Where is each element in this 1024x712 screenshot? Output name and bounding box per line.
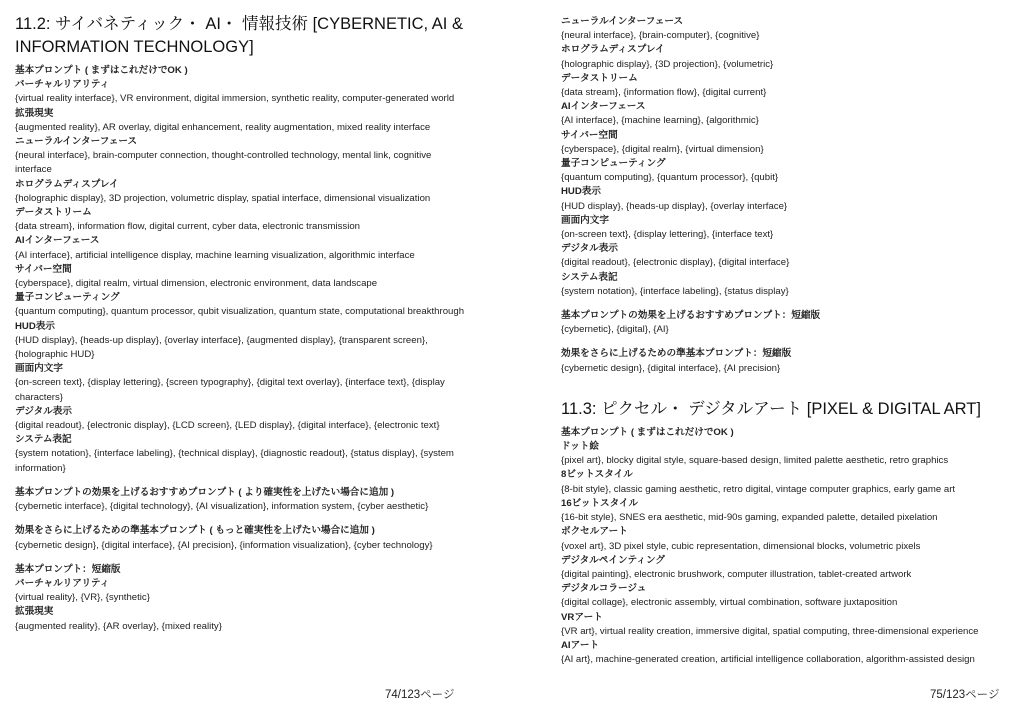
prompt-item-text: {cyberspace}, digital realm, virtual dimension, electronic environment, data landscape — [15, 278, 378, 290]
prompt-item-text: {HUD display}, {heads-up display}, {overlay interface} — [561, 200, 788, 212]
section-heading-11-2: 11.2: サイバネティック・ AI・ 情報技術 [CYBERNETIC, AI & INFORMATION TECHNOLOGY] — [15, 15, 463, 56]
prompt-item-text: {data stream}, information flow, digital current, cyber data, electronic transmission — [15, 221, 361, 233]
basic-prompt-label: 基本プロンプト ( まずはこれだけでOK ) — [561, 426, 734, 438]
semi-basic-prompt-text: {cybernetic design}, {digital interface}, {AI precision}, {information visualization}, {cyber technology} — [15, 539, 433, 551]
prompt-item-text: {digital painting}, electronic brushwork, computer illustration, tablet-created artwork — [561, 568, 912, 580]
semi-basic-short-text: {cybernetic design}, {digital interface}, {AI precision} — [561, 362, 781, 374]
prompt-item-label: ボクセルアート — [561, 526, 628, 538]
prompt-item-text: {8-bit style}, classic gaming aesthetic, retro digital, vintage computer graphics, early game art — [561, 483, 956, 495]
page-number-75: 75/123ページ — [930, 689, 1000, 701]
prompt-item — [561, 72, 1011, 100]
semi-basic-short-block — [561, 347, 1011, 375]
prompt-item-text: {neural interface}, brain-computer connection, thought-controlled technology, mental link, cognitive interface — [15, 150, 432, 176]
prompt-item — [15, 78, 465, 106]
short-prompt-label: 基本プロンプト：短縮版 — [15, 563, 121, 575]
prompt-item-text: {augmented reality}, {AR overlay}, {mixed reality} — [15, 620, 222, 632]
prompt-item-text: {digital collage}, electronic assembly, virtual combination, software juxtaposition — [561, 597, 898, 609]
prompt-item-label: AIアート — [561, 639, 600, 651]
prompt-item — [561, 242, 1011, 270]
section-heading-11-3: 11.3: ピクセル・ デジタルアート [PIXEL & DIGITAL ART] — [561, 399, 981, 418]
prompt-item-text: {AI interface}, {machine learning}, {algorithmic} — [561, 115, 759, 127]
prompt-item-label: デジタル表示 — [561, 243, 618, 255]
prompt-item — [15, 291, 465, 319]
prompt-item-text: {digital readout}, {electronic display}, {LCD screen}, {LED display}, {digital interface}, {electronic text} — [15, 420, 440, 432]
semi-basic-prompt-label: 効果をさらに上げるための準基本プロンプト ( もっと確実性を上げたい場合に追加 ) — [15, 525, 375, 537]
prompt-item-label: 16ビットスタイル — [561, 497, 639, 509]
prompt-item-text: {virtual reality interface}, VR environment, digital immersion, synthetic reality, computer-generated world — [15, 93, 455, 105]
prompt-item-label: データストリーム — [15, 207, 92, 219]
prompt-item-text: {system notation}, {interface labeling}, {technical display}, {diagnostic readout}, {status display}, {system information} — [15, 448, 454, 474]
prompt-item — [561, 185, 1011, 213]
prompt-item-label: 拡張現実 — [15, 107, 54, 119]
prompt-item-text: {AI art}, machine-generated creation, artificial intelligence collaboration, algorithm-assisted design — [561, 654, 975, 666]
prompt-item-label: サイバー空間 — [561, 129, 618, 141]
recommended-short-text: {cybernetic}, {digital}, {AI} — [561, 324, 669, 336]
prompt-item-text: {pixel art}, blocky digital style, square-based design, limited palette aesthetic, retro graphics — [561, 455, 949, 467]
prompt-item-text: {virtual reality}, {VR}, {synthetic} — [15, 592, 150, 604]
prompt-item-label: 8ビットスタイル — [561, 469, 633, 481]
prompt-item-label: デジタル表示 — [15, 405, 72, 417]
prompt-item-text: {neural interface}, {brain-computer}, {cognitive} — [561, 30, 760, 42]
prompt-item — [561, 43, 1011, 71]
prompt-item — [561, 468, 1011, 496]
prompt-item-label: AIインターフェース — [15, 235, 100, 247]
prompt-item-text: {on-screen text}, {display lettering}, {interface text} — [561, 229, 774, 241]
prompt-item-label: AIインターフェース — [561, 101, 646, 113]
prompt-item — [561, 611, 1011, 639]
prompt-item — [15, 320, 465, 363]
prompt-item-label: サイバー空間 — [15, 263, 72, 275]
prompt-item — [561, 525, 1011, 553]
page-number-74: 74/123ページ — [385, 689, 455, 701]
prompt-item-text: {quantum computing}, quantum processor, qubit visualization, quantum state, computational breakthrough — [15, 306, 465, 318]
prompt-item-text: {holographic display}, {3D projection}, {volumetric} — [561, 58, 774, 70]
basic-prompt-label: 基本プロンプト ( まずはこれだけでOK ) — [15, 65, 188, 76]
prompt-item-text: {on-screen text}, {display lettering}, {screen typography}, {digital text overlay}, {interface text}, {display characters} — [15, 377, 445, 403]
page-75 — [561, 0, 1011, 712]
prompt-item-label: データストリーム — [561, 72, 638, 84]
prompt-item-label: デジタルペインティング — [561, 554, 665, 566]
prompt-item — [561, 582, 1011, 610]
prompt-item — [15, 577, 465, 605]
prompt-item-label: 拡張現実 — [15, 606, 54, 618]
prompt-item-label: HUD表示 — [561, 186, 601, 198]
prompt-item — [561, 271, 1011, 299]
semi-basic-short-label: 効果をさらに上げるための準基本プロンプト：短縮版 — [561, 348, 792, 360]
prompt-item-label: ドット絵 — [561, 441, 599, 453]
prompt-item-text: {VR art}, virtual reality creation, immersive digital, spatial computing, three-dimensional experience — [561, 625, 979, 637]
prompt-item — [15, 605, 465, 633]
prompt-item-text: {16-bit style}, SNES era aesthetic, mid-90s gaming, expanded palette, detailed pixelation — [561, 512, 938, 524]
prompt-item-label: バーチャルリアリティ — [15, 79, 110, 91]
prompt-item-text: {holographic display}, 3D projection, volumetric display, spatial interface, dimensional visualization — [15, 192, 431, 204]
prompt-item-text: {digital readout}, {electronic display}, {digital interface} — [561, 257, 790, 269]
prompt-item — [561, 15, 1011, 43]
prompt-item-label: システム表記 — [15, 434, 72, 446]
prompt-item — [15, 263, 465, 291]
prompt-item — [15, 178, 465, 206]
prompt-item — [15, 206, 465, 234]
prompt-item-text: {cyberspace}, {digital realm}, {virtual dimension} — [561, 143, 764, 155]
prompt-item-label: システム表記 — [561, 271, 618, 283]
prompt-item-label: バーチャルリアリティ — [15, 577, 110, 589]
recommended-short-label: 基本プロンプトの効果を上げるおすすめプロンプト：短縮版 — [561, 310, 821, 322]
prompt-item-text: {augmented reality}, AR overlay, digital enhancement, reality augmentation, mixed reality interface — [15, 121, 431, 133]
prompt-item-label: ホログラムディスプレイ — [15, 178, 119, 190]
prompt-item-label: 画面内文字 — [15, 363, 63, 375]
page-74 — [15, 0, 465, 712]
prompt-item-label: ホログラムディスプレイ — [561, 44, 665, 56]
prompt-item — [561, 129, 1011, 157]
prompt-item — [561, 100, 1011, 128]
prompt-item — [561, 497, 1011, 525]
prompt-item-label: 画面内文字 — [561, 214, 609, 226]
prompt-item — [561, 157, 1011, 185]
prompt-item-label: HUD表示 — [15, 320, 55, 332]
prompt-item-label: VRアート — [561, 611, 603, 623]
prompt-item — [561, 554, 1011, 582]
prompt-item — [15, 405, 465, 433]
prompt-item — [561, 214, 1011, 242]
recommended-prompt-text: {cybernetic interface}, {digital technology}, {AI visualization}, information system, {cyber aesthetic} — [15, 501, 429, 513]
recommended-prompt-block — [15, 486, 465, 514]
prompt-item — [15, 135, 465, 178]
prompt-item-text: {system notation}, {interface labeling}, {status display} — [561, 285, 789, 297]
prompt-item — [561, 639, 1011, 667]
recommended-short-block — [561, 309, 1011, 337]
prompt-item-label: 量子コンピューティング — [561, 158, 666, 170]
prompt-item — [15, 433, 465, 476]
prompt-item — [15, 107, 465, 135]
prompt-item-text: {data stream}, {information flow}, {digital current} — [561, 87, 767, 99]
prompt-item-label: ニューラルインターフェース — [15, 136, 138, 148]
recommended-prompt-label: 基本プロンプトの効果を上げるおすすめプロンプト ( より確実性を上げたい場合に追加 ) — [15, 486, 395, 498]
prompt-item — [15, 362, 465, 405]
prompt-item-text: {quantum computing}, {quantum processor}, {qubit} — [561, 172, 779, 184]
prompt-item-text: {voxel art}, 3D pixel style, cubic representation, dimensional blocks, volumetric pixels — [561, 540, 921, 552]
prompt-item-text: {AI interface}, artificial intelligence display, machine learning visualization, algorithmic interface — [15, 249, 415, 261]
semi-basic-prompt-block — [15, 524, 465, 552]
prompt-item-label: デジタルコラージュ — [561, 583, 647, 595]
prompt-item — [561, 440, 1011, 468]
prompt-item-text: {HUD display}, {heads-up display}, {overlay interface}, {augmented display}, {transparent screen}, {holographic HUD} — [15, 334, 428, 361]
prompt-item-label: ニューラルインターフェース — [561, 16, 684, 27]
prompt-item — [15, 234, 465, 262]
prompt-item-label: 量子コンピューティング — [15, 292, 120, 304]
